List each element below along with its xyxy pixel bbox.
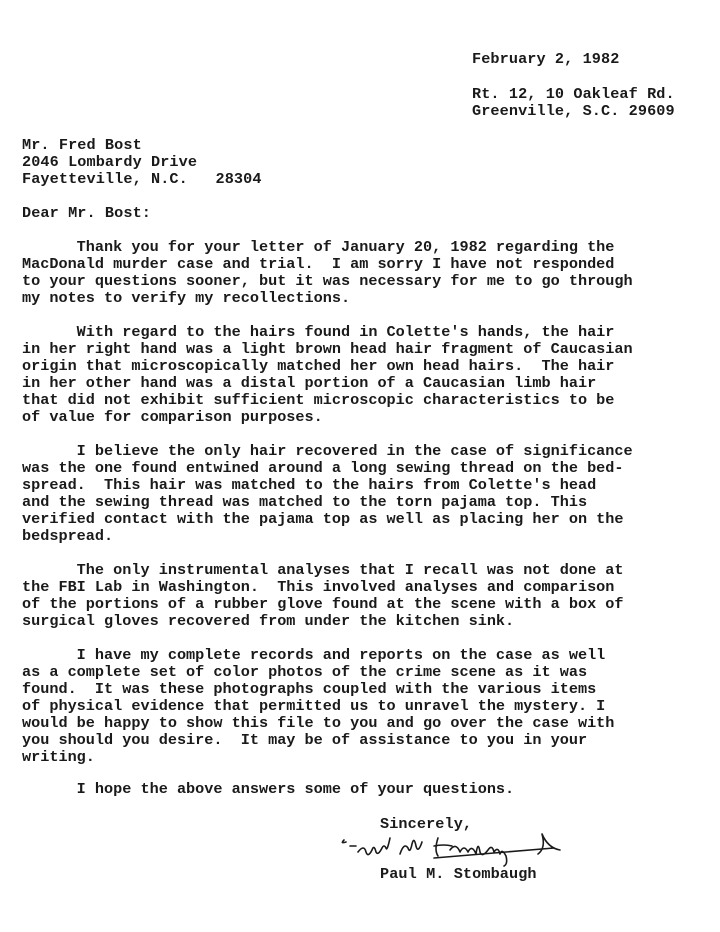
- paragraph-1: [22, 239, 720, 307]
- letter-date: February 2, 1982: [472, 50, 620, 68]
- paragraph-line: spread. This hair was matched to the hairs from Colette's head: [22, 476, 597, 494]
- paragraph-3: [22, 443, 720, 545]
- paragraph-line: to your questions sooner, but it was necessary for me to go through: [22, 272, 633, 290]
- paragraph-2: [22, 324, 720, 426]
- paragraph-line: verified contact with the pajama top as well as placing her on the: [22, 510, 624, 528]
- paragraph-line: of the portions of a rubber glove found at the scene with a box of: [22, 595, 624, 613]
- paragraph-line: you should you desire. It may be of assistance to you in your: [22, 731, 588, 749]
- paragraph-line: I hope the above answers some of your questions.: [22, 780, 515, 798]
- paragraph-line: The only instrumental analyses that I recall was not done at: [22, 561, 624, 579]
- recipient-name: Mr. Fred Bost: [22, 136, 142, 154]
- recipient-street: 2046 Lombardy Drive: [22, 153, 198, 171]
- closing: Sincerely,: [380, 815, 473, 833]
- paragraph-line: surgical gloves recovered from under the kitchen sink.: [22, 612, 515, 630]
- paragraph-line: I believe the only hair recovered in the case of significance: [22, 442, 633, 460]
- paragraph-line: that did not exhibit sufficient microscopic characteristics to be: [22, 391, 615, 409]
- paragraph-5: [22, 647, 720, 766]
- paragraph-line: Thank you for your letter of January 20, 1982 regarding the: [22, 238, 615, 256]
- return-address-line-2: Greenville, S.C. 29609: [472, 102, 675, 120]
- return-address-line-1: Rt. 12, 10 Oakleaf Rd.: [472, 85, 675, 103]
- paragraph-line: bedspread.: [22, 527, 114, 545]
- paragraph-line: With regard to the hairs found in Colette's hands, the hair: [22, 323, 615, 341]
- paragraph-line: was the one found entwined around a long sewing thread on the bed-: [22, 459, 624, 477]
- paragraph-line: and the sewing thread was matched to the torn pajama top. This: [22, 493, 588, 511]
- paragraph-4: [22, 562, 720, 630]
- paragraph-line: MacDonald murder case and trial. I am sorry I have not responded: [22, 255, 615, 273]
- recipient-city: Fayetteville, N.C. 28304: [22, 170, 262, 188]
- paragraph-line: would be happy to show this file to you and go over the case with: [22, 714, 615, 732]
- paragraph-6: [22, 781, 720, 798]
- paragraph-line: as a complete set of color photos of the crime scene as it was: [22, 663, 588, 681]
- paragraph-line: my notes to verify my recollections.: [22, 289, 351, 307]
- paragraph-line: of physical evidence that permitted us to unravel the mystery. I: [22, 697, 606, 715]
- signer-name: Paul M. Stombaugh: [380, 865, 537, 883]
- paragraph-line: I have my complete records and reports on the case as well: [22, 646, 606, 664]
- salutation: Dear Mr. Bost:: [22, 204, 151, 222]
- paragraph-line: writing.: [22, 748, 95, 766]
- paragraph-line: in her other hand was a distal portion of a Caucasian limb hair: [22, 374, 597, 392]
- paragraph-line: of value for comparison purposes.: [22, 408, 323, 426]
- paragraph-line: in her right hand was a light brown head hair fragment of Caucasian: [22, 340, 633, 358]
- paragraph-line: found. It was these photographs coupled with the various items: [22, 680, 597, 698]
- paragraph-line: the FBI Lab in Washington. This involved analyses and comparison: [22, 578, 615, 596]
- paragraph-line: origin that microscopically matched her own head hairs. The hair: [22, 357, 615, 375]
